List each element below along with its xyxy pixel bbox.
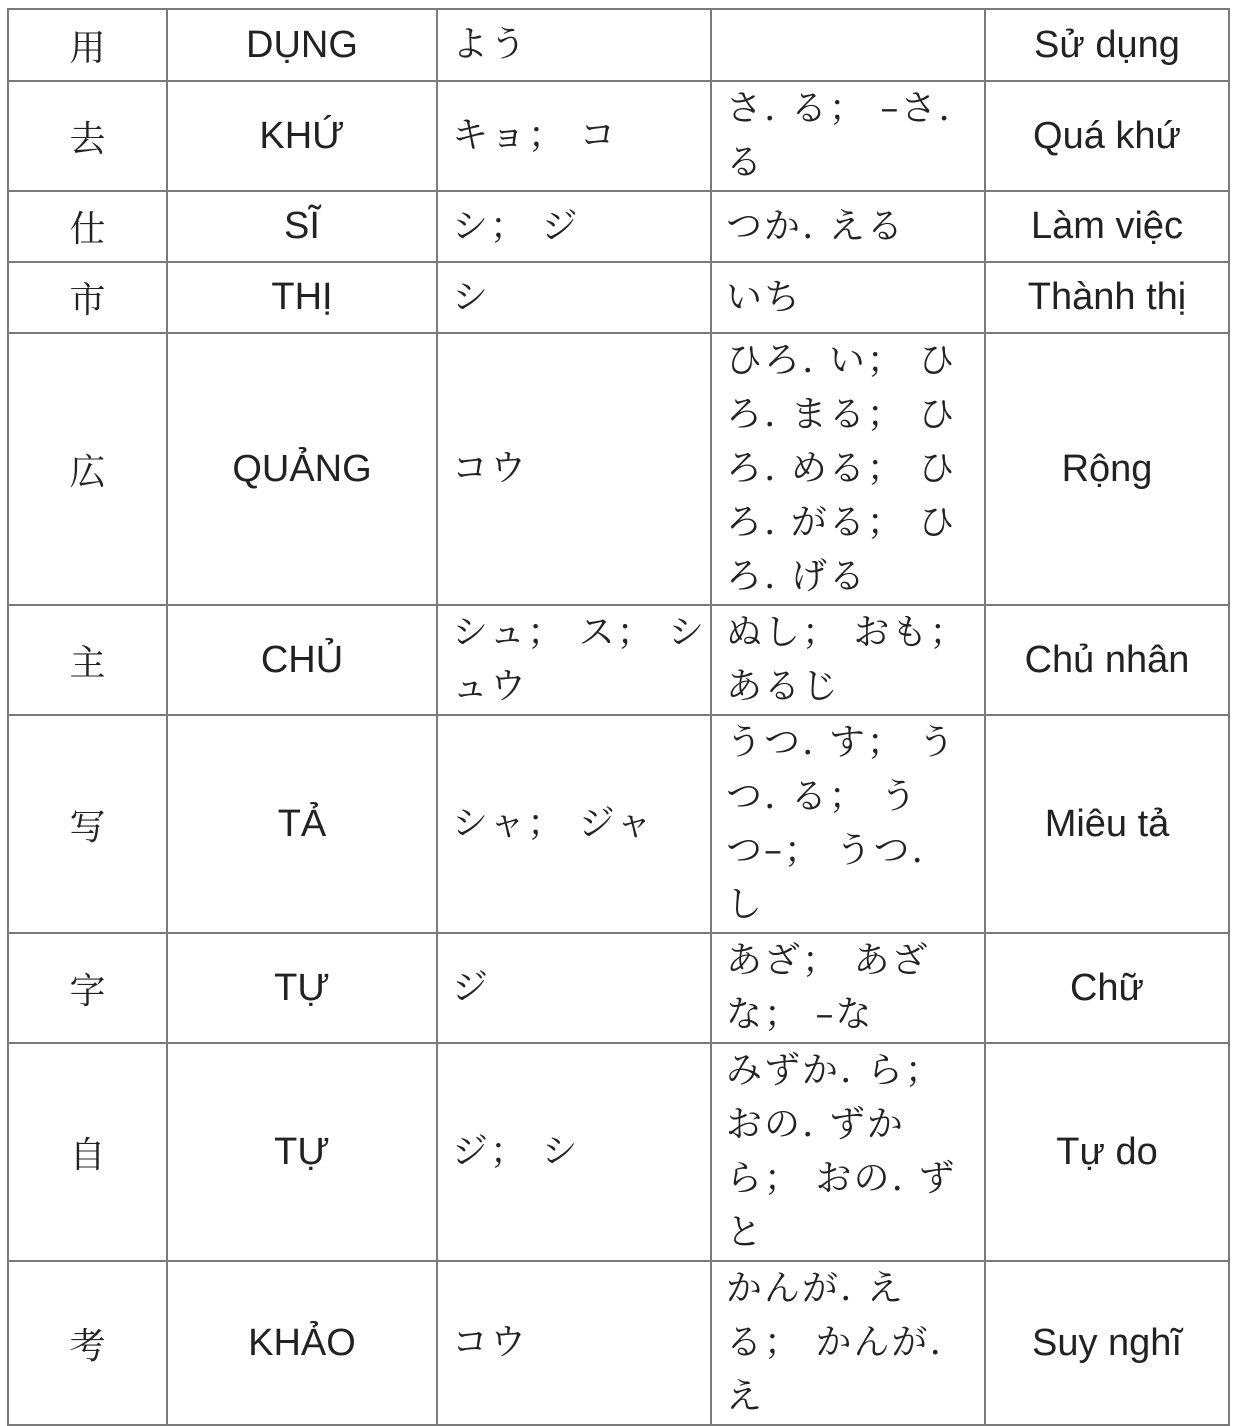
meaning-cell: Làm việc <box>985 191 1229 262</box>
meaning-cell: Thành thị <box>985 262 1229 333</box>
table-row <box>8 262 1229 333</box>
hanviet-cell: TỰ <box>167 933 437 1043</box>
kunyomi-cell: ぬし； おも； あるじ <box>711 605 985 715</box>
kunyomi-cell: ひろ. い； ひろ. まる； ひろ. める； ひろ. がる； ひろ. げる <box>711 333 985 605</box>
hanviet-cell: KHỨ <box>167 81 437 191</box>
table-row <box>8 715 1229 933</box>
kunyomi-cell: うつ. す； うつ. る； うつ–； うつ. し <box>711 715 985 933</box>
kanji-cell: 主 <box>8 605 167 715</box>
onyomi-cell: キョ； コ <box>437 81 711 191</box>
table-row <box>8 9 1229 81</box>
onyomi-cell: ジ； シ <box>437 1043 711 1261</box>
table-row <box>8 81 1229 191</box>
meaning-cell: Chủ nhân <box>985 605 1229 715</box>
hanviet-cell: THỊ <box>167 262 437 333</box>
kanji-cell: 広 <box>8 333 167 605</box>
onyomi-cell: よう <box>437 9 711 81</box>
table-row <box>8 1043 1229 1261</box>
kanji-cell: 去 <box>8 81 167 191</box>
hanviet-cell: CHỦ <box>167 605 437 715</box>
hanviet-cell: TẢ <box>167 715 437 933</box>
onyomi-cell: シュ； ス； シュウ <box>437 605 711 715</box>
meaning-cell: Chữ <box>985 933 1229 1043</box>
kanji-cell: 字 <box>8 933 167 1043</box>
kanji-cell: 考 <box>8 1261 167 1425</box>
kunyomi-cell: つか. える <box>711 191 985 262</box>
onyomi-cell: コウ <box>437 333 711 605</box>
table-row <box>8 1261 1229 1425</box>
kanji-cell: 用 <box>8 9 167 81</box>
kunyomi-cell: さ. る； –さ. る <box>711 81 985 191</box>
kanji-cell: 仕 <box>8 191 167 262</box>
kunyomi-cell: みずか. ら； おの. ずから； おの. ずと <box>711 1043 985 1261</box>
meaning-cell: Rộng <box>985 333 1229 605</box>
meaning-cell: Sử dụng <box>985 9 1229 81</box>
meaning-cell: Quá khứ <box>985 81 1229 191</box>
hanviet-cell: SĨ <box>167 191 437 262</box>
kunyomi-cell: あざ； あざな； –な <box>711 933 985 1043</box>
table-row <box>8 333 1229 605</box>
kunyomi-cell: いち <box>711 262 985 333</box>
meaning-cell: Tự do <box>985 1043 1229 1261</box>
table-row <box>8 933 1229 1043</box>
kanji-cell: 市 <box>8 262 167 333</box>
hanviet-cell: TỰ <box>167 1043 437 1261</box>
kanji-table <box>7 8 1230 1426</box>
hanviet-cell: QUẢNG <box>167 333 437 605</box>
meaning-cell: Miêu tả <box>985 715 1229 933</box>
onyomi-cell: シャ； ジャ <box>437 715 711 933</box>
hanviet-cell: KHẢO <box>167 1261 437 1425</box>
onyomi-cell: シ； ジ <box>437 191 711 262</box>
onyomi-cell: シ <box>437 262 711 333</box>
onyomi-cell: ジ <box>437 933 711 1043</box>
meaning-cell: Suy nghĩ <box>985 1261 1229 1425</box>
kanji-cell: 自 <box>8 1043 167 1261</box>
hanviet-cell: DỤNG <box>167 9 437 81</box>
kunyomi-cell: かんが. える； かんが. え <box>711 1261 985 1425</box>
table-row <box>8 191 1229 262</box>
kanji-cell: 写 <box>8 715 167 933</box>
onyomi-cell: コウ <box>437 1261 711 1425</box>
table-row <box>8 605 1229 715</box>
kunyomi-cell <box>711 9 985 81</box>
